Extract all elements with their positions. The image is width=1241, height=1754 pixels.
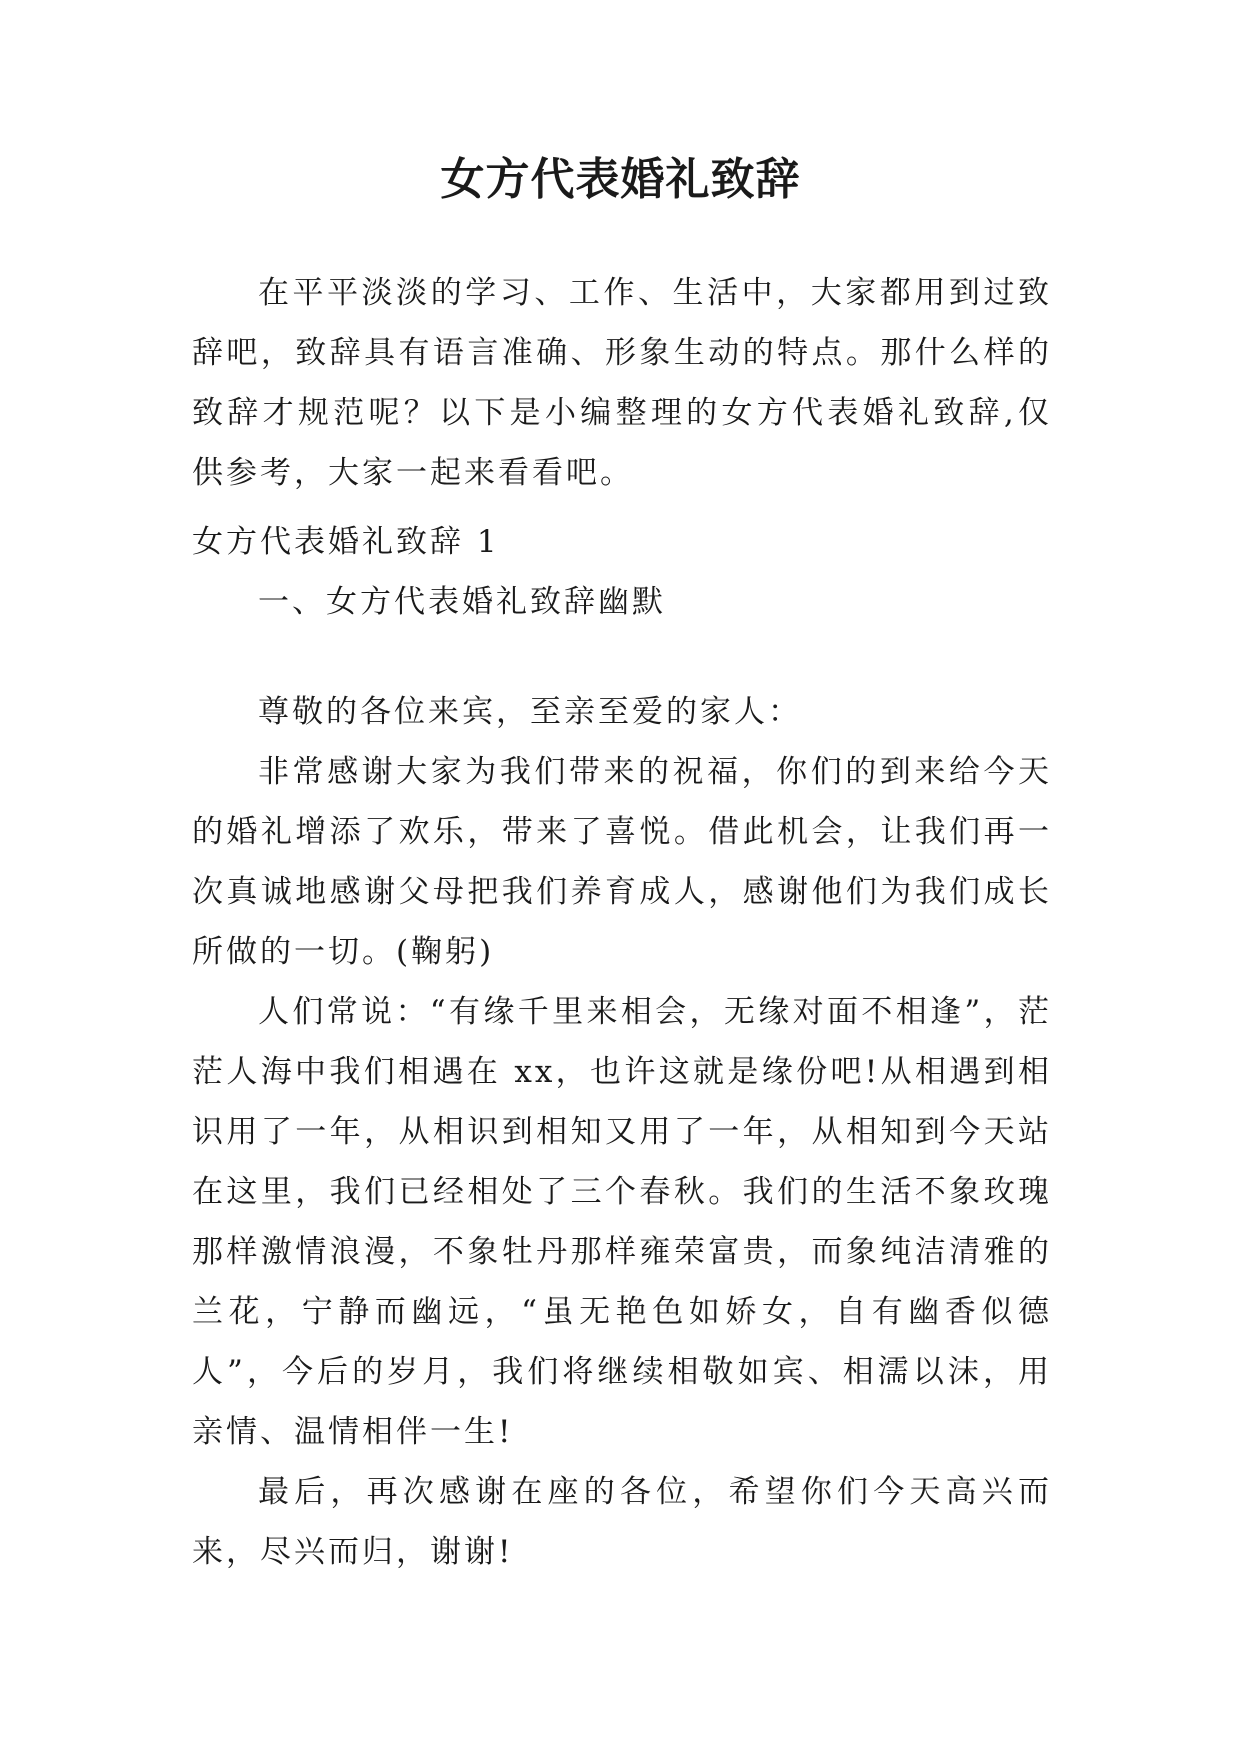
greeting: 尊敬的各位来宾，至亲至爱的家人： bbox=[258, 694, 802, 730]
content-block bbox=[192, 512, 1052, 1582]
section-heading: 女方代表婚礼致辞 1 bbox=[192, 524, 500, 560]
page-title: 女方代表婚礼致辞 bbox=[440, 154, 801, 205]
body-paragraph-2: 人们常说：“有缘千里来相会，无缘对面不相逢”，茫茫人海中我们相遇在 xx，也许这就是缘份吧!从相遇到相识用了一年，从相识到相知又用了一年，从相知到今天站在这里，我们已经相处了三个春秋。我们的生活不象玫瑰那样激情浪漫，不象牡丹那样雍荣富贵，而象纯洁清雅的兰花，宁静而幽远，“虽无艳色如娇女，自有幽香似德人”，今后的岁月，我们将继续相敬如宾、相濡以沫，用亲情、温情相伴一生! bbox=[192, 994, 1052, 1450]
subheading: 一、女方代表婚礼致辞幽默 bbox=[258, 584, 666, 620]
intro-block bbox=[192, 263, 1052, 503]
body-paragraph-3: 最后，再次感谢在座的各位，希望你们今天高兴而来，尽兴而归，谢谢! bbox=[192, 1474, 1052, 1570]
body-paragraph-1: 非常感谢大家为我们带来的祝福，你们的到来给今天的婚礼增添了欢乐，带来了喜悦。借此机会，让我们再一次真诚地感谢父母把我们养育成人，感谢他们为我们成长所做的一切。(鞠躬) bbox=[192, 754, 1052, 970]
intro-paragraph: 在平平淡淡的学习、工作、生活中，大家都用到过致辞吧，致辞具有语言准确、形象生动的特点。那什么样的致辞才规范呢？以下是小编整理的女方代表婚礼致辞,仅供参考，大家一起来看看吧。 bbox=[192, 275, 1052, 491]
